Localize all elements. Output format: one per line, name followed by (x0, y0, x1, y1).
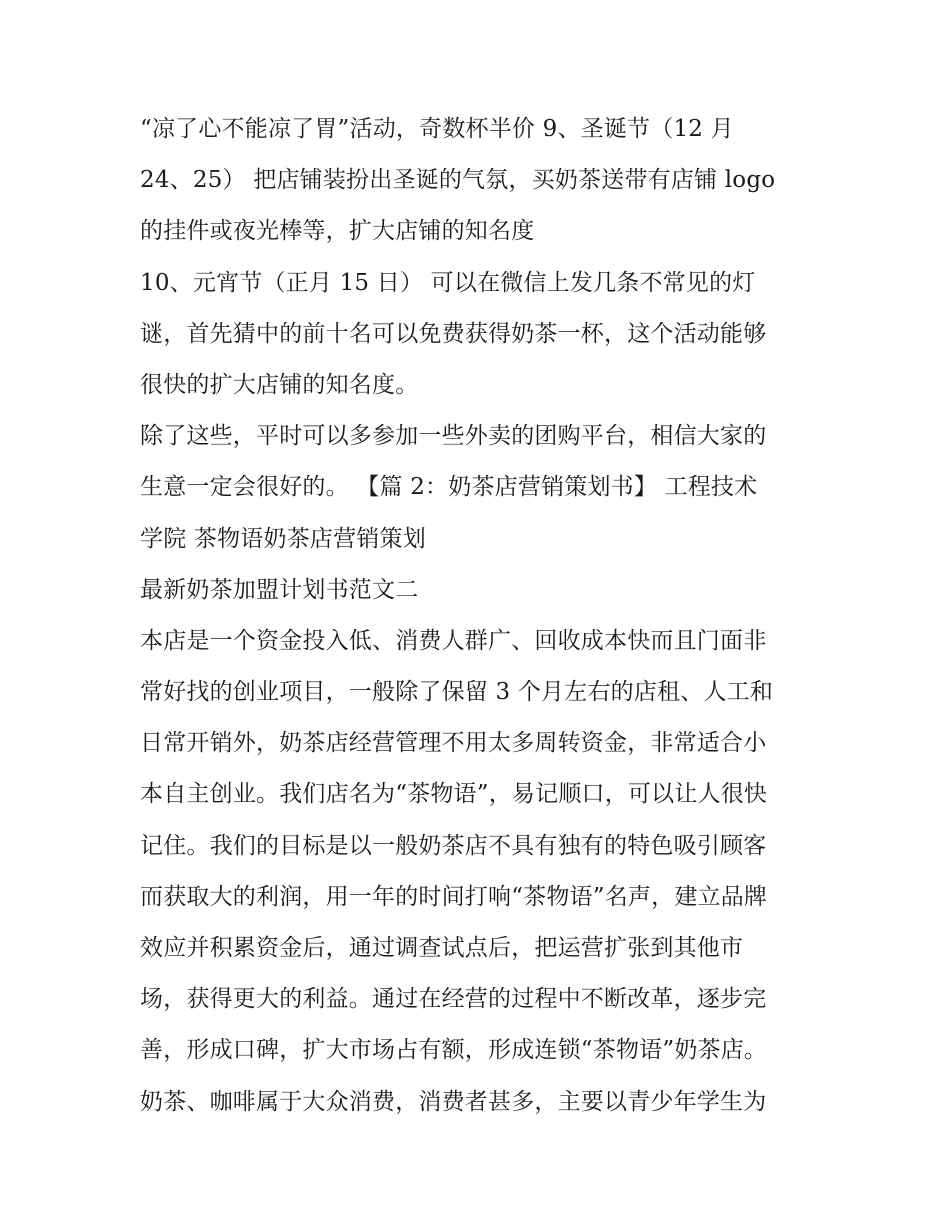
text-line: 24、25） 把店铺装扮出圣诞的气氛，买奶茶送带有店铺 logo (140, 167, 776, 194)
text-line: “凉了心不能凉了胃”活动，奇数杯半价 9、圣诞节（12 月 (140, 116, 734, 142)
text-line: 生意一定会很好的。 【篇 2：奶茶店营销策划书】 工程技术 (140, 474, 758, 501)
text-line: 奶茶、咖啡属于大众消费，消费者甚多，主要以青少年学生为 (140, 1088, 767, 1115)
text-line: 很快的扩大店铺的知名度。 (140, 371, 419, 398)
text-line: 而获取大的利润，用一年的时间打响“茶物语”名声，建立品牌 (140, 883, 768, 910)
text-line: 常好找的创业项目，一般除了保留 3 个月左右的店租、人工和 (140, 679, 774, 706)
text-line: 善，形成口碑，扩大市场占有额，形成连锁“茶物语”奶茶店。 (140, 1037, 768, 1064)
text-line: 效应并积累资金后，通过调查试点后，把运营扩张到其他市 (140, 935, 744, 961)
document-body (140, 108, 820, 1132)
text-line: 除了这些，平时可以多参加一些外卖的团购平台，相信大家的 (140, 423, 767, 450)
text-line: 学院 茶物语奶茶店营销策划 (140, 525, 426, 552)
text-line: 记住。我们的目标是以一般奶茶店不具有独有的特色吸引顾客 (140, 832, 767, 859)
text-line: 本自主创业。我们店名为“茶物语”，易记顺口，可以让人很快 (140, 781, 768, 808)
text-line: 谜，首先猜中的前十名可以免费获得奶茶一杯，这个活动能够 (140, 320, 767, 347)
text-line: 最新奶茶加盟计划书范文二 (140, 576, 419, 603)
text-line: 的挂件或夜光棒等，扩大店铺的知名度 (140, 218, 535, 245)
text-line: 日常开销外，奶茶店经营管理不用太多周转资金，非常适合小 (140, 730, 767, 757)
text-line: 本店是一个资金投入低、消费人群广、回收成本快而且门面非 (140, 627, 767, 654)
text-line: 场，获得更大的利益。通过在经营的过程中不断改革，逐步完 (140, 986, 767, 1013)
text-line: 10、元宵节（正月 15 日） 可以在微信上发几条不常见的灯 (140, 269, 756, 296)
